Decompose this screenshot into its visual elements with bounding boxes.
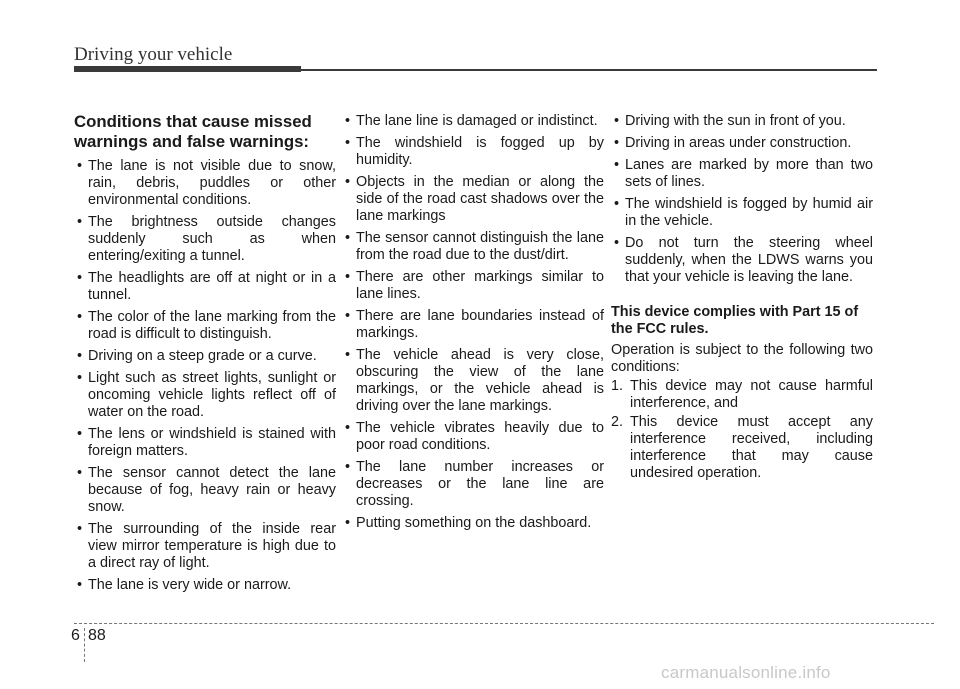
fcc-heading: This device complies with Part 15 of the FCC rules. bbox=[611, 304, 859, 337]
list-item: • The color of the lane marking from the road is difficult to distinguish. bbox=[77, 309, 336, 342]
list-item: • The lane is not visible due to snow, rain, debris, puddles or other environmental conditions. bbox=[77, 158, 336, 208]
column-right bbox=[611, 113, 873, 484]
column-middle bbox=[342, 113, 604, 537]
section-title: Driving your vehicle bbox=[74, 44, 233, 65]
conditions-list-right bbox=[611, 113, 873, 286]
list-item: • Driving on a steep grade or a curve. bbox=[77, 348, 317, 364]
list-item: • The vehicle vibrates heavily due to poor road conditions. bbox=[345, 420, 604, 453]
list-item: • Objects in the median or along the side of the road cast shadows over the lane markings bbox=[345, 174, 604, 224]
footer-page-separator bbox=[84, 628, 85, 662]
list-item: • The lane number increases or decreases or the lane line are crossing. bbox=[345, 459, 604, 509]
list-item: • The sensor cannot detect the lane because of fog, heavy rain or heavy snow. bbox=[77, 465, 336, 515]
list-item: • There are other markings similar to lane lines. bbox=[345, 269, 604, 302]
list-item: • The windshield is fogged by humid air in the vehicle. bbox=[614, 196, 873, 229]
fcc-conditions-list bbox=[611, 378, 873, 482]
list-item: • The lane is very wide or narrow. bbox=[77, 577, 292, 593]
list-item: • The headlights are off at night or in a tunnel. bbox=[77, 270, 336, 303]
list-item: • Do not turn the steering wheel suddenly, when the LDWS warns you that your vehicle is leaving the lane. bbox=[614, 235, 873, 285]
list-item: • The vehicle ahead is very close, obscuring the view of the lane markings, or the vehicle ahead is driving over the lane markings. bbox=[345, 347, 604, 414]
list-item: • The lens or windshield is stained with foreign matters. bbox=[77, 426, 336, 459]
list-item: • Driving in areas under construction. bbox=[614, 135, 852, 151]
conditions-list-middle bbox=[342, 113, 604, 532]
list-item: • The sensor cannot distinguish the lane from the road due to the dust/dirt. bbox=[345, 230, 604, 263]
list-item: • Lanes are marked by more than two sets of lines. bbox=[614, 157, 873, 190]
header-rule-thick bbox=[74, 66, 301, 72]
list-item: • The brightness outside changes suddenly such as when entering/exiting a tunnel. bbox=[77, 214, 336, 264]
fcc-intro: Operation is subject to the following two conditions: bbox=[611, 342, 873, 375]
list-item: • The windshield is fogged up by humidity. bbox=[345, 135, 604, 168]
conditions-list-left bbox=[74, 158, 336, 594]
header-rule-thin bbox=[301, 69, 877, 71]
watermark: carmanualsonline.info bbox=[661, 663, 831, 682]
list-item: • Driving with the sun in front of you. bbox=[614, 113, 846, 129]
list-item: • The surrounding of the inside rear view mirror temperature is high due to a direct ray of light. bbox=[77, 521, 336, 571]
footer-divider bbox=[74, 623, 934, 624]
conditions-heading: Conditions that cause missed warnings and false warnings: bbox=[74, 112, 312, 151]
list-item: • Light such as street lights, sunlight or oncoming vehicle lights reflect off of water on the road. bbox=[77, 370, 336, 420]
list-item: • Putting something on the dashboard. bbox=[345, 515, 592, 531]
chapter-number: 6 bbox=[71, 627, 80, 644]
list-item: 1. This device may not cause harmful interference, and bbox=[611, 378, 873, 411]
list-item: 2. This device must accept any interference received, including interference that may cause undesired operation. bbox=[611, 414, 873, 481]
list-item: • There are lane boundaries instead of markings. bbox=[345, 308, 604, 341]
list-item: • The lane line is damaged or indistinct. bbox=[345, 113, 598, 129]
page-number: 88 bbox=[88, 627, 106, 644]
column-left bbox=[74, 112, 336, 599]
